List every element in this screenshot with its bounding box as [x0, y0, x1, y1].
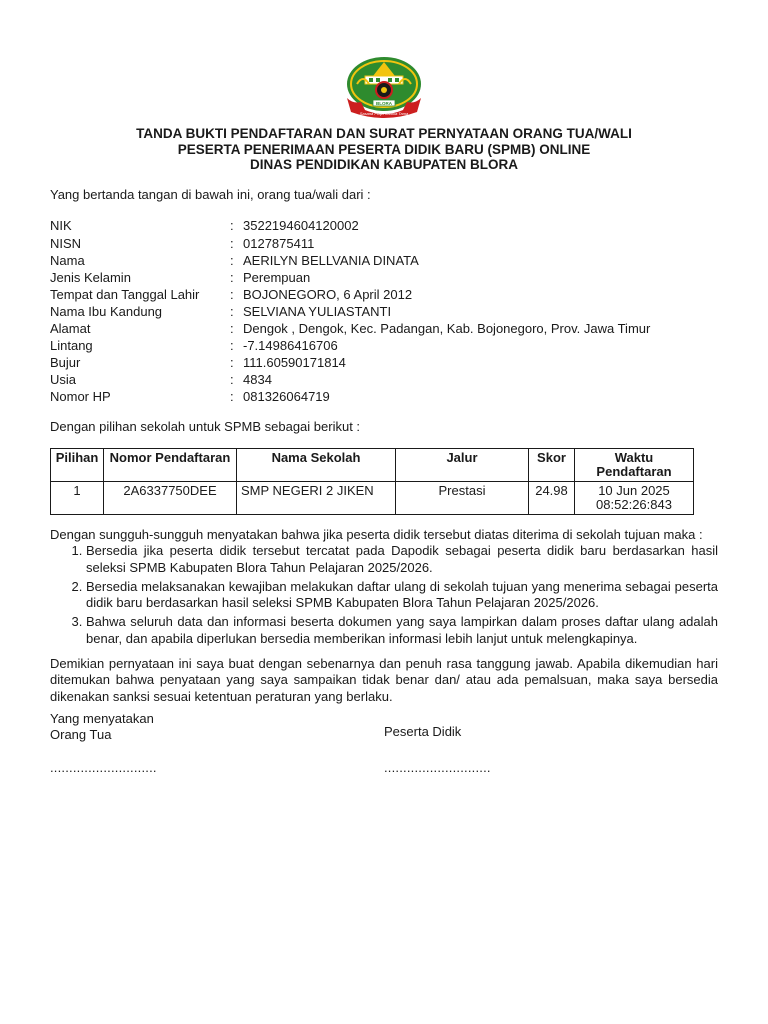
- header-skor: Skor: [529, 449, 575, 482]
- identity-value: SELVIANA YULIASTANTI: [243, 303, 392, 319]
- identity-list: [50, 218, 720, 406]
- cell-jalur: Prestasi: [396, 482, 529, 515]
- identity-label: NIK: [50, 218, 72, 234]
- statement-item: 3. Bahwa seluruh data dan informasi beserta dokumen yang saya lampirkan dalam proses daftar ulang adalah benar, dan apabila diperlukan bersedia memberikan informasi lebih lanjut untuk melengkapinya.: [86, 614, 718, 647]
- identity-label: Usia: [50, 372, 77, 388]
- header-pilihan: Pilihan: [51, 449, 104, 482]
- table-header-row: [51, 449, 694, 482]
- statement-opening: Dengan sungguh-sungguh menyatakan bahwa jika peserta didik tersebut diatas diterima di sekolah tujuan maka :: [50, 527, 703, 542]
- identity-colon: :: [230, 252, 234, 268]
- identity-colon: :: [230, 320, 234, 336]
- identity-value: 081326064719: [243, 389, 330, 405]
- identity-label: Nama Ibu Kandung: [50, 303, 163, 319]
- school-choice-table: [50, 448, 694, 515]
- signature-student-label: Peserta Didik: [384, 724, 462, 739]
- identity-colon: :: [230, 218, 234, 234]
- document-title: [50, 126, 718, 173]
- cell-nama-sekolah: SMP NEGERI 2 JIKEN: [237, 482, 396, 515]
- blora-emblem-icon: [343, 54, 425, 118]
- blora-regency-logo: [343, 54, 425, 118]
- identity-value: 4834: [243, 372, 272, 388]
- cell-nomor-pendaftaran: 2A6337750DEE: [104, 482, 237, 515]
- header-nama-sekolah: Nama Sekolah: [237, 449, 396, 482]
- header-waktu-line2: Pendaftaran: [596, 464, 672, 479]
- cell-pilihan: 1: [51, 482, 104, 515]
- cell-skor: 24.98: [529, 482, 575, 515]
- identity-label: NISN: [50, 235, 82, 251]
- identity-value: 3522194604120002: [243, 218, 359, 234]
- identity-value: Perempuan: [243, 269, 311, 285]
- closing-paragraph: Demikian pernyataan ini saya buat dengan sebenarnya dan penuh rasa tanggung jawab. Apabila dikemudian hari ditemukan bahwa penyataan yang saya sampaikan tidak benar dan/ atau ada pemalsuan, maka saya bersedia dikenakan sanksi sesuai ketentuan peraturan yang berlaku.: [50, 656, 718, 704]
- identity-row-ibu: [50, 303, 720, 320]
- identity-colon: :: [230, 303, 234, 319]
- identity-row-usia: [50, 372, 720, 389]
- header-nomor-pendaftaran: Nomor Pendaftaran: [104, 449, 237, 482]
- identity-colon: :: [230, 389, 234, 405]
- signature-line-student: ............................: [384, 760, 491, 775]
- cell-waktu-date: 10 Jun 2025: [598, 483, 670, 498]
- signature-left-line2: Orang Tua: [50, 727, 112, 743]
- identity-row-nisn: [50, 235, 720, 252]
- cell-waktu-pendaftaran: [575, 482, 694, 515]
- statement-item: 2. Bersedia melaksanakan kewajiban melakukan daftar ulang di sekolah tujuan yang menerima sebagai peserta didik baru berdasarkan hasil seleksi SPMB Kabupaten Blora Tahun Pelajaran 2025/2026.: [86, 579, 718, 612]
- identity-label: Tempat dan Tanggal Lahir: [50, 286, 200, 302]
- identity-value: 111.60590171814: [243, 355, 346, 371]
- statement-list: [50, 543, 718, 647]
- identity-value: Dengok , Dengok, Kec. Padangan, Kab. Bojonegoro, Prov. Jawa Timur: [243, 320, 651, 336]
- cell-waktu-time: 08:52:26:843: [596, 497, 672, 512]
- identity-label: Lintang: [50, 338, 93, 354]
- identity-colon: :: [230, 286, 234, 302]
- identity-row-nomor-hp: [50, 389, 720, 406]
- header-waktu-line1: Waktu: [614, 450, 654, 465]
- signature-line-parent: ............................: [50, 760, 157, 775]
- identity-row-bujur: [50, 355, 720, 372]
- identity-colon: :: [230, 269, 234, 285]
- identity-label: Nama: [50, 252, 85, 268]
- identity-label: Bujur: [50, 355, 81, 371]
- signature-parent-label: [50, 711, 154, 744]
- identity-label: Alamat: [50, 320, 91, 336]
- intro-text: Yang bertanda tangan di bawah ini, orang tua/wali dari :: [50, 187, 371, 202]
- statement-section: [50, 527, 718, 650]
- logo-banner-text: BLORA: [376, 101, 392, 106]
- table-row: [51, 482, 694, 515]
- identity-row-ttl: [50, 286, 720, 303]
- title-line-1: TANDA BUKTI PENDAFTARAN DAN SURAT PERNYATAAN ORANG TUA/WALI: [136, 126, 632, 141]
- identity-row-lintang: [50, 338, 720, 355]
- title-line-3: DINAS PENDIDIKAN KABUPATEN BLORA: [249, 157, 518, 172]
- identity-colon: :: [230, 235, 234, 251]
- identity-colon: :: [230, 338, 234, 354]
- title-line-2: PESERTA PENERIMAAN PESERTA DIDIK BARU (SPMB) ONLINE: [177, 141, 591, 157]
- identity-value: BOJONEGORO, 6 April 2012: [243, 286, 413, 302]
- header-jalur: Jalur: [396, 449, 529, 482]
- identity-colon: :: [230, 372, 234, 388]
- identity-value: AERILYN BELLVANIA DINATA: [243, 252, 419, 268]
- identity-row-alamat: [50, 321, 720, 338]
- identity-row-jenis-kelamin: [50, 269, 720, 286]
- school-choice-intro: Dengan pilihan sekolah untuk SPMB sebagai berikut :: [50, 419, 361, 434]
- identity-row-nama: [50, 252, 720, 269]
- identity-label: Jenis Kelamin: [50, 269, 131, 285]
- identity-value: 0127875411: [243, 235, 315, 251]
- identity-row-nik: [50, 218, 720, 235]
- identity-colon: :: [230, 355, 234, 371]
- logo-ribbon-text: Sasana Praja Kartika Tama: [359, 111, 409, 116]
- identity-value: -7.14986416706: [243, 338, 338, 354]
- statement-item: 1. Bersedia jika peserta didik tersebut tercatat pada Dapodik sebagai peserta didik baru berdasarkan hasil seleksi SPMB Kabupaten Blora Tahun Pelajaran 2025/2026.: [86, 543, 718, 576]
- signature-left-line1: Yang menyatakan: [50, 711, 154, 726]
- identity-label: Nomor HP: [50, 389, 111, 405]
- header-waktu-pendaftaran: [575, 449, 694, 482]
